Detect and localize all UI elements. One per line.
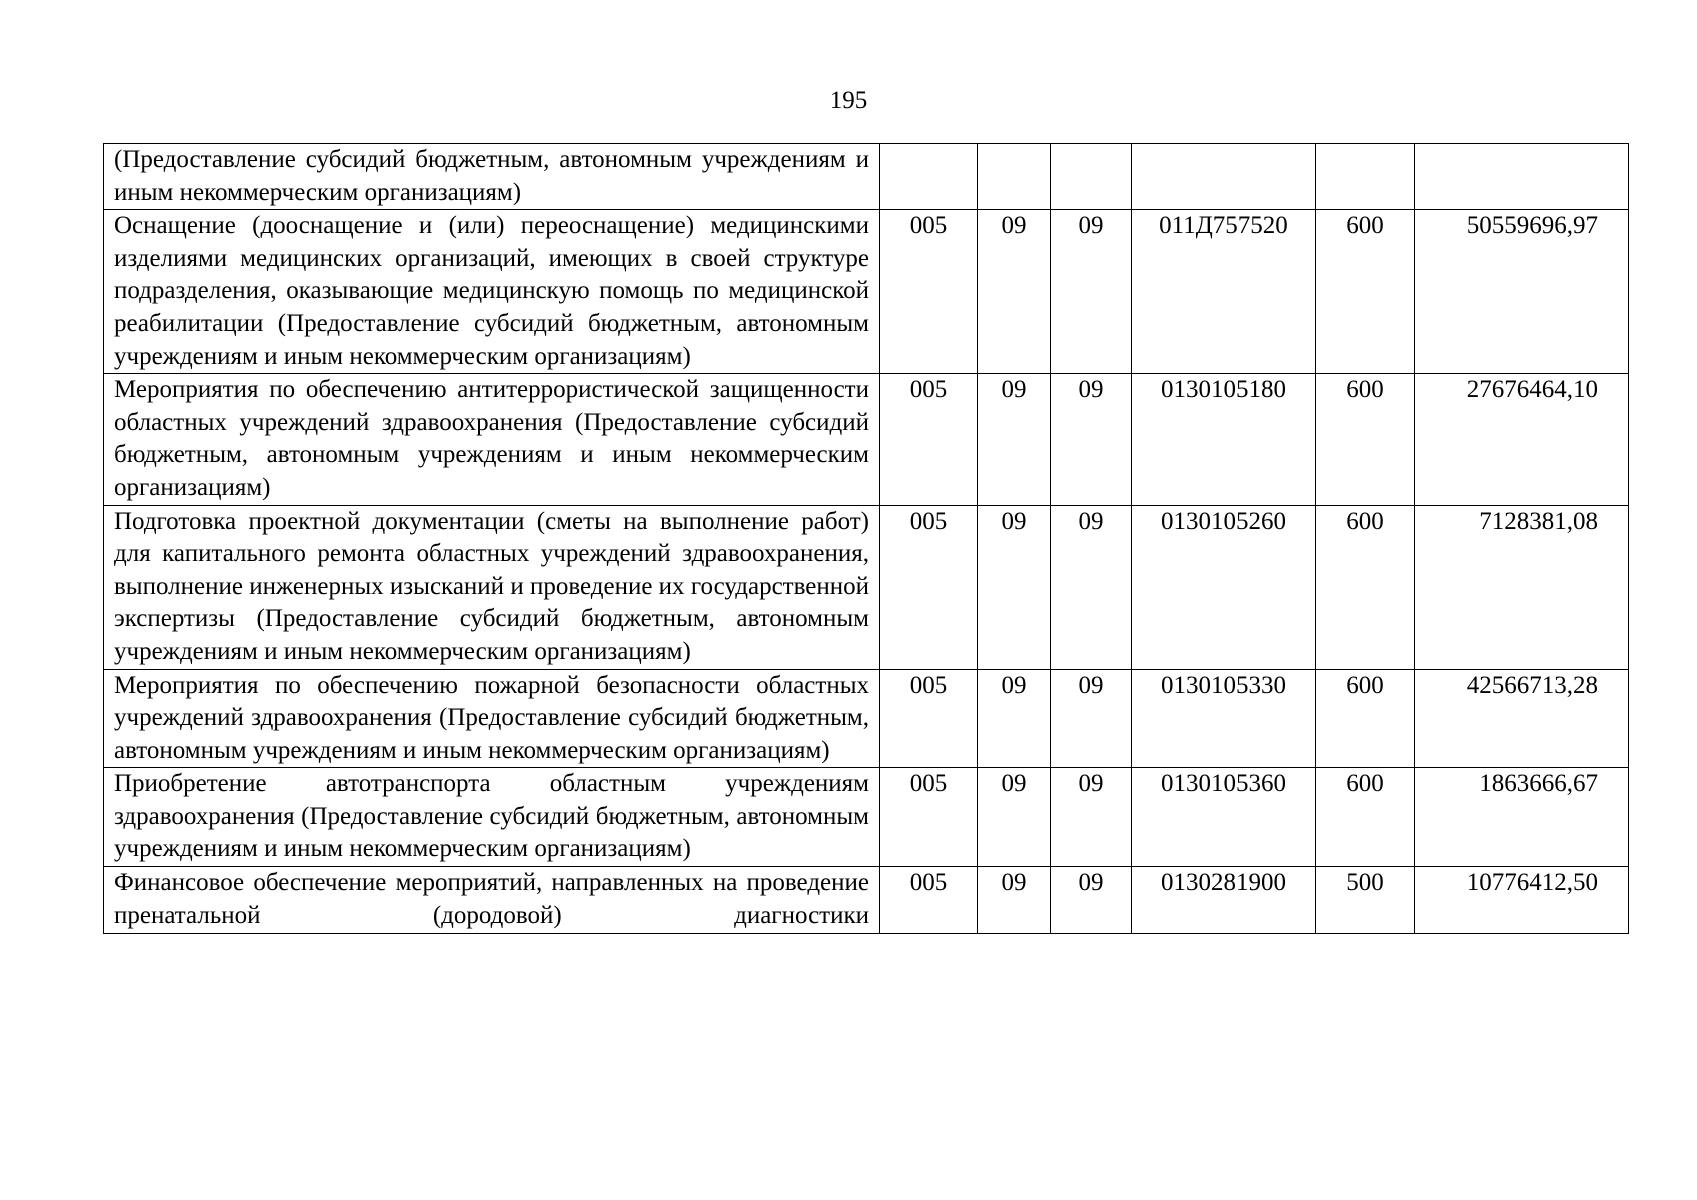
table-row bbox=[104, 669, 1629, 768]
table-row bbox=[104, 144, 1629, 210]
ministry-code: 005 bbox=[880, 669, 978, 768]
subsection-code: 09 bbox=[1051, 768, 1132, 867]
table-row bbox=[104, 505, 1629, 669]
ministry-code: 005 bbox=[880, 505, 978, 669]
expense-type-code: 600 bbox=[1316, 210, 1415, 374]
expense-type-code: 600 bbox=[1316, 505, 1415, 669]
row-description: (Предоставление субсидий бюджетным, автономным учреждениям и иным некоммерческим организациям) bbox=[104, 144, 880, 210]
section-code bbox=[978, 144, 1051, 210]
section-code: 09 bbox=[978, 210, 1051, 374]
target-article-code: 0130105330 bbox=[1132, 669, 1316, 768]
amount-value bbox=[1415, 144, 1629, 210]
expense-type-code: 600 bbox=[1316, 768, 1415, 867]
table-row bbox=[104, 867, 1629, 934]
row-description: Финансовое обеспечение мероприятий, направленных на проведение пренатальной (дородовой) диагностики bbox=[104, 867, 880, 934]
ministry-code bbox=[880, 144, 978, 210]
ministry-code: 005 bbox=[880, 210, 978, 374]
page-number: 195 bbox=[829, 87, 868, 114]
subsection-code: 09 bbox=[1051, 669, 1132, 768]
row-description: Оснащение (дооснащение и (или) переоснащение) медицинскими изделиями медицинских организаций, имеющих в своей структуре подразделения, оказывающие медицинскую помощь по медицинской реабилитации (Предоставление субсидий бюджетным, автономным учреждениям и иным некоммерческим организациям) bbox=[104, 210, 880, 374]
amount-value: 50559696,97 bbox=[1415, 210, 1629, 374]
target-article-code: 0130281900 bbox=[1132, 867, 1316, 934]
ministry-code: 005 bbox=[880, 867, 978, 934]
amount-value: 27676464,10 bbox=[1415, 374, 1629, 505]
table-row bbox=[104, 374, 1629, 505]
subsection-code: 09 bbox=[1051, 505, 1132, 669]
table-row bbox=[104, 768, 1629, 867]
row-description: Мероприятия по обеспечению пожарной безопасности областных учреждений здравоохранения (Предоставление субсидий бюджетным, автономным учреждениям и иным некоммерческим организациям) bbox=[104, 669, 880, 768]
section-code: 09 bbox=[978, 768, 1051, 867]
row-description: Подготовка проектной документации (сметы на выполнение работ) для капитального ремонта областных учреждений здравоохранения, выполнение инженерных изысканий и проведение их государственной экспертизы (Предоставление субсидий бюджетным, автономным учреждениям и иным некоммерческим организациям) bbox=[104, 505, 880, 669]
target-article-code: 011Д757520 bbox=[1132, 210, 1316, 374]
subsection-code: 09 bbox=[1051, 867, 1132, 934]
target-article-code: 0130105180 bbox=[1132, 374, 1316, 505]
expense-type-code: 600 bbox=[1316, 374, 1415, 505]
subsection-code bbox=[1051, 144, 1132, 210]
expense-type-code: 500 bbox=[1316, 867, 1415, 934]
row-description: Приобретение автотранспорта областным учреждениям здравоохранения (Предоставление субсидий бюджетным, автономным учреждениям и иным некоммерческим организациям) bbox=[104, 768, 880, 867]
amount-value: 10776412,50 bbox=[1415, 867, 1629, 934]
ministry-code: 005 bbox=[880, 768, 978, 867]
amount-value: 1863666,67 bbox=[1415, 768, 1629, 867]
section-code: 09 bbox=[978, 867, 1051, 934]
amount-value: 42566713,28 bbox=[1415, 669, 1629, 768]
expense-type-code bbox=[1316, 144, 1415, 210]
section-code: 09 bbox=[978, 505, 1051, 669]
target-article-code bbox=[1132, 144, 1316, 210]
target-article-code: 0130105260 bbox=[1132, 505, 1316, 669]
subsection-code: 09 bbox=[1051, 210, 1132, 374]
section-code: 09 bbox=[978, 669, 1051, 768]
subsection-code: 09 bbox=[1051, 374, 1132, 505]
budget-table bbox=[103, 143, 1629, 934]
ministry-code: 005 bbox=[880, 374, 978, 505]
amount-value: 7128381,08 bbox=[1415, 505, 1629, 669]
target-article-code: 0130105360 bbox=[1132, 768, 1316, 867]
table-row bbox=[104, 210, 1629, 374]
section-code: 09 bbox=[978, 374, 1051, 505]
expense-type-code: 600 bbox=[1316, 669, 1415, 768]
row-description: Мероприятия по обеспечению антитеррористической защищенности областных учреждений здравоохранения (Предоставление субсидий бюджетным, автономным учреждениям и иным некоммерческим организациям) bbox=[104, 374, 880, 505]
